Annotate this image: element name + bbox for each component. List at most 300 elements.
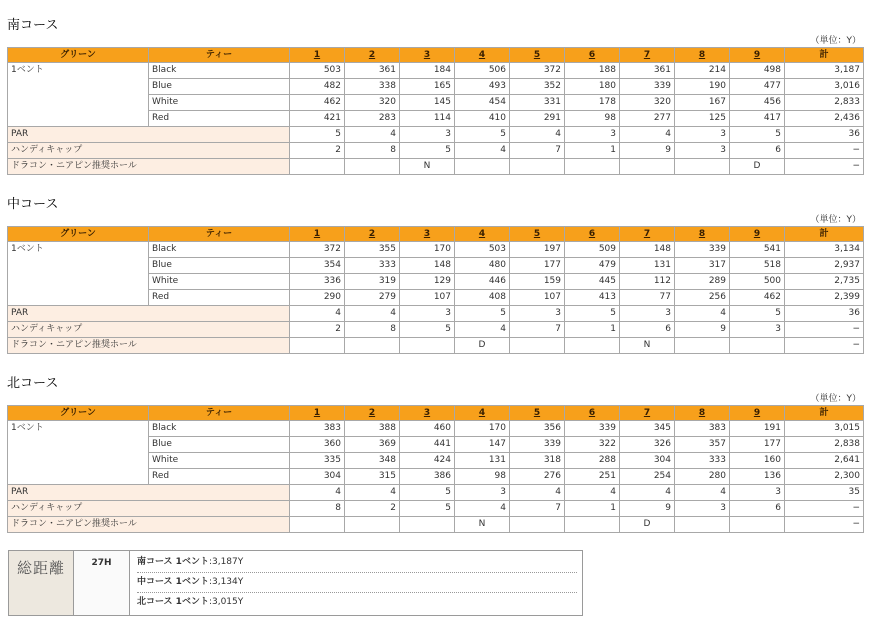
course-table (7, 226, 864, 354)
green-name: 1ベント (8, 242, 149, 306)
yardage-cell: 326 (620, 437, 675, 453)
header-hole (400, 227, 455, 242)
header-green: グリーン (8, 48, 149, 63)
total-distance-box (8, 550, 583, 616)
dracon-cell (510, 338, 565, 354)
dracon-label: ドラコン・ニアピン推奨ホール (8, 338, 290, 354)
hole-link[interactable]: 9 (753, 50, 761, 60)
handicap-cell: 6 (620, 322, 675, 338)
hole-link[interactable]: 2 (368, 229, 376, 239)
tee-name: Black (149, 242, 290, 258)
par-cell: 3 (620, 306, 675, 322)
tee-name: Red (149, 290, 290, 306)
header-hole (290, 406, 345, 421)
handicap-cell: 3 (675, 501, 730, 517)
par-cell: 3 (400, 306, 455, 322)
yardage-cell: 107 (400, 290, 455, 306)
yardage-cell: 148 (400, 258, 455, 274)
par-cell: 4 (565, 485, 620, 501)
tee-name: White (149, 274, 290, 290)
hole-link[interactable]: 3 (423, 229, 431, 239)
par-total: 36 (785, 306, 864, 322)
header-green: グリーン (8, 227, 149, 242)
yardage-cell: 383 (290, 421, 345, 437)
handicap-cell: 5 (400, 322, 455, 338)
tee-name: Blue (149, 437, 290, 453)
yardage-cell: 503 (455, 242, 510, 258)
yardage-cell: 462 (290, 95, 345, 111)
par-cell: 5 (565, 306, 620, 322)
header-row (8, 227, 864, 242)
yardage-total: 2,641 (785, 453, 864, 469)
par-cell: 4 (620, 485, 675, 501)
header-tee: ティー (149, 227, 290, 242)
course-title: 中コース (7, 197, 59, 212)
yardage-cell: 317 (675, 258, 730, 274)
yardage-cell: 165 (400, 79, 455, 95)
handicap-cell: 2 (290, 322, 345, 338)
yardage-cell: 114 (400, 111, 455, 127)
unit-label: （単位：Y） (810, 394, 861, 404)
yardage-cell: 348 (345, 453, 400, 469)
yardage-cell: 446 (455, 274, 510, 290)
total-course-distance: :3,134Y (208, 577, 244, 587)
header-tee: ティー (149, 48, 290, 63)
hole-link[interactable]: 5 (533, 229, 541, 239)
yardage-cell: 339 (620, 79, 675, 95)
dracon-cell (565, 517, 620, 533)
yardage-cell: 254 (620, 469, 675, 485)
hole-link[interactable]: 5 (533, 50, 541, 60)
par-cell: 4 (290, 306, 345, 322)
dracon-cell: N (620, 338, 675, 354)
total-distance-row (137, 593, 577, 612)
dracon-cell: D (730, 159, 785, 175)
yardage-cell: 413 (565, 290, 620, 306)
header-hole (675, 227, 730, 242)
yardage-cell: 345 (620, 421, 675, 437)
tee-name: Black (149, 63, 290, 79)
total-course-name: 中コース 1ベント (137, 577, 209, 587)
yardage-cell: 98 (565, 111, 620, 127)
dracon-cell (675, 517, 730, 533)
par-label: PAR (8, 485, 290, 501)
yardage-cell: 372 (290, 242, 345, 258)
dracon-row (8, 338, 864, 354)
yardage-cell: 167 (675, 95, 730, 111)
yardage-cell: 160 (730, 453, 785, 469)
header-hole (290, 227, 345, 242)
par-cell: 3 (565, 127, 620, 143)
yardage-cell: 500 (730, 274, 785, 290)
total-course-distance: :3,015Y (208, 597, 244, 607)
yardage-cell: 424 (400, 453, 455, 469)
hole-link[interactable]: 7 (643, 50, 651, 60)
course-table (7, 47, 864, 175)
yardage-cell: 477 (730, 79, 785, 95)
par-cell: 4 (675, 306, 730, 322)
hole-link[interactable]: 1 (313, 408, 321, 418)
par-cell: 3 (400, 127, 455, 143)
tee-name: Red (149, 469, 290, 485)
dracon-row (8, 517, 864, 533)
par-cell: 4 (675, 485, 730, 501)
dracon-cell (620, 159, 675, 175)
handicap-label: ハンディキャップ (8, 501, 290, 517)
yardage-cell: 331 (510, 95, 565, 111)
yardage-cell: 338 (345, 79, 400, 95)
yardage-cell: 421 (290, 111, 345, 127)
handicap-total: − (785, 501, 864, 517)
handicap-cell: 2 (290, 143, 345, 159)
hole-link[interactable]: 8 (698, 229, 706, 239)
yardage-cell: 454 (455, 95, 510, 111)
par-label: PAR (8, 127, 290, 143)
dracon-cell (345, 159, 400, 175)
yardage-cell: 131 (455, 453, 510, 469)
course-section (7, 196, 863, 354)
yardage-cell: 509 (565, 242, 620, 258)
yardage-total: 3,016 (785, 79, 864, 95)
unit-label: （単位：Y） (810, 215, 861, 225)
par-cell: 5 (290, 127, 345, 143)
yardage-cell: 333 (675, 453, 730, 469)
unit-label: （単位：Y） (810, 36, 861, 46)
handicap-cell: 7 (510, 501, 565, 517)
par-total: 36 (785, 127, 864, 143)
dracon-cell (510, 159, 565, 175)
total-course-name: 北コース 1ベント (137, 597, 209, 607)
header-hole (730, 48, 785, 63)
yardage-cell: 177 (730, 437, 785, 453)
yardage-cell: 256 (675, 290, 730, 306)
yardage-total: 3,187 (785, 63, 864, 79)
yardage-cell: 506 (455, 63, 510, 79)
yardage-cell: 191 (730, 421, 785, 437)
header-hole (730, 406, 785, 421)
header-hole (400, 48, 455, 63)
total-distance-rows (137, 553, 577, 612)
dracon-cell (675, 159, 730, 175)
hole-link[interactable]: 2 (368, 408, 376, 418)
hole-link[interactable]: 8 (698, 408, 706, 418)
hole-link[interactable]: 4 (478, 50, 486, 60)
yardage-cell: 441 (400, 437, 455, 453)
yardage-cell: 277 (620, 111, 675, 127)
par-cell: 4 (345, 127, 400, 143)
header-tee: ティー (149, 406, 290, 421)
yardage-cell: 77 (620, 290, 675, 306)
yardage-cell: 369 (345, 437, 400, 453)
handicap-cell: 7 (510, 143, 565, 159)
green-name: 1ベント (8, 421, 149, 485)
yardage-cell: 356 (510, 421, 565, 437)
handicap-cell: 9 (675, 322, 730, 338)
yardage-cell: 410 (455, 111, 510, 127)
handicap-label: ハンディキャップ (8, 322, 290, 338)
yardage-cell: 503 (290, 63, 345, 79)
course-section (7, 375, 863, 533)
hole-link[interactable]: 9 (753, 408, 761, 418)
yardage-cell: 372 (510, 63, 565, 79)
header-total: 計 (785, 48, 864, 63)
yardage-cell: 98 (455, 469, 510, 485)
yardage-cell: 339 (565, 421, 620, 437)
hole-link[interactable]: 3 (423, 408, 431, 418)
handicap-cell: 6 (730, 501, 785, 517)
handicap-cell: 2 (345, 501, 400, 517)
par-row (8, 127, 864, 143)
par-cell: 4 (345, 306, 400, 322)
total-course-name: 南コース 1ベント (137, 557, 209, 567)
handicap-cell: 4 (455, 143, 510, 159)
handicap-cell: 8 (345, 322, 400, 338)
tee-row (8, 421, 864, 437)
header-hole (675, 48, 730, 63)
yardage-total: 2,838 (785, 437, 864, 453)
hole-link[interactable]: 2 (368, 50, 376, 60)
yardage-cell: 251 (565, 469, 620, 485)
course-section (7, 17, 863, 175)
hole-link[interactable]: 7 (643, 408, 651, 418)
yardage-cell: 214 (675, 63, 730, 79)
handicap-cell: 4 (455, 501, 510, 517)
handicap-cell: 1 (565, 322, 620, 338)
yardage-cell: 125 (675, 111, 730, 127)
header-hole (675, 406, 730, 421)
yardage-total: 2,833 (785, 95, 864, 111)
yardage-total: 2,436 (785, 111, 864, 127)
yardage-cell: 361 (345, 63, 400, 79)
dracon-cell (400, 517, 455, 533)
tee-name: White (149, 95, 290, 111)
dracon-cell: N (455, 517, 510, 533)
yardage-cell: 304 (620, 453, 675, 469)
yardage-cell: 145 (400, 95, 455, 111)
total-holes: 27H (74, 551, 130, 615)
dracon-label: ドラコン・ニアピン推奨ホール (8, 517, 290, 533)
yardage-cell: 112 (620, 274, 675, 290)
yardage-cell: 354 (290, 258, 345, 274)
handicap-cell: 9 (620, 501, 675, 517)
handicap-cell: 5 (400, 143, 455, 159)
hole-link[interactable]: 4 (478, 229, 486, 239)
yardage-cell: 333 (345, 258, 400, 274)
yardage-total: 2,399 (785, 290, 864, 306)
yardage-cell: 322 (565, 437, 620, 453)
yardage-cell: 498 (730, 63, 785, 79)
yardage-cell: 357 (675, 437, 730, 453)
yardage-total: 3,015 (785, 421, 864, 437)
yardage-cell: 360 (290, 437, 345, 453)
hole-link[interactable]: 5 (533, 408, 541, 418)
handicap-cell: 6 (730, 143, 785, 159)
yardage-cell: 107 (510, 290, 565, 306)
dracon-label: ドラコン・ニアピン推奨ホール (8, 159, 290, 175)
hole-link[interactable]: 9 (753, 229, 761, 239)
course-table (7, 405, 864, 533)
dracon-cell (345, 517, 400, 533)
handicap-cell: 1 (565, 501, 620, 517)
par-cell: 4 (510, 485, 565, 501)
yardage-cell: 355 (345, 242, 400, 258)
header-hole (510, 48, 565, 63)
yardage-cell: 304 (290, 469, 345, 485)
yardage-cell: 197 (510, 242, 565, 258)
handicap-total: − (785, 143, 864, 159)
handicap-row (8, 143, 864, 159)
yardage-cell: 352 (510, 79, 565, 95)
par-cell: 3 (730, 485, 785, 501)
yardage-cell: 493 (455, 79, 510, 95)
total-distance-row (137, 573, 577, 593)
yardage-cell: 131 (620, 258, 675, 274)
dracon-cell: D (455, 338, 510, 354)
yardage-cell: 408 (455, 290, 510, 306)
tee-name: White (149, 453, 290, 469)
yardage-cell: 148 (620, 242, 675, 258)
header-hole (345, 48, 400, 63)
yardage-cell: 336 (290, 274, 345, 290)
hole-link[interactable]: 7 (643, 229, 651, 239)
yardage-cell: 291 (510, 111, 565, 127)
yardage-cell: 462 (730, 290, 785, 306)
header-hole (455, 48, 510, 63)
header-hole (400, 406, 455, 421)
header-green: グリーン (8, 406, 149, 421)
handicap-cell: 9 (620, 143, 675, 159)
yardage-cell: 279 (345, 290, 400, 306)
hole-link[interactable]: 6 (588, 408, 596, 418)
header-hole (345, 227, 400, 242)
yardage-cell: 445 (565, 274, 620, 290)
dracon-cell (345, 338, 400, 354)
hole-link[interactable]: 6 (588, 229, 596, 239)
dracon-cell (565, 159, 620, 175)
total-distance-label: 総距離 (9, 551, 74, 615)
yardage-cell: 318 (510, 453, 565, 469)
yardage-cell: 289 (675, 274, 730, 290)
yardage-cell: 280 (675, 469, 730, 485)
par-cell: 5 (455, 127, 510, 143)
course-title: 南コース (7, 18, 59, 33)
par-cell: 4 (290, 485, 345, 501)
yardage-cell: 383 (675, 421, 730, 437)
hole-link[interactable]: 1 (313, 50, 321, 60)
yardage-cell: 276 (510, 469, 565, 485)
yardage-cell: 129 (400, 274, 455, 290)
hole-link[interactable]: 1 (313, 229, 321, 239)
tee-name: Blue (149, 79, 290, 95)
header-hole (620, 48, 675, 63)
handicap-cell: 5 (400, 501, 455, 517)
yardage-cell: 518 (730, 258, 785, 274)
dracon-cell (400, 338, 455, 354)
hole-link[interactable]: 8 (698, 50, 706, 60)
header-hole (290, 48, 345, 63)
yardage-cell: 480 (455, 258, 510, 274)
tee-name: Blue (149, 258, 290, 274)
dracon-cell (510, 517, 565, 533)
dracon-row (8, 159, 864, 175)
tee-name: Black (149, 421, 290, 437)
dracon-total: − (785, 159, 864, 175)
handicap-cell: 3 (675, 143, 730, 159)
yardage-total: 3,134 (785, 242, 864, 258)
tee-name: Red (149, 111, 290, 127)
header-hole (455, 406, 510, 421)
par-row (8, 485, 864, 501)
handicap-cell: 8 (290, 501, 345, 517)
yardage-cell: 361 (620, 63, 675, 79)
total-course-distance: :3,187Y (208, 557, 244, 567)
yardage-cell: 283 (345, 111, 400, 127)
dracon-total: − (785, 338, 864, 354)
course-title: 北コース (7, 376, 59, 391)
yardage-total: 2,300 (785, 469, 864, 485)
par-cell: 5 (455, 306, 510, 322)
par-cell: 3 (510, 306, 565, 322)
yardage-cell: 482 (290, 79, 345, 95)
par-row (8, 306, 864, 322)
header-hole (345, 406, 400, 421)
handicap-row (8, 501, 864, 517)
yardage-cell: 339 (675, 242, 730, 258)
dracon-cell: D (620, 517, 675, 533)
yardage-cell: 386 (400, 469, 455, 485)
yardage-cell: 180 (565, 79, 620, 95)
header-hole (565, 406, 620, 421)
dracon-cell (290, 517, 345, 533)
hole-link[interactable]: 6 (588, 50, 596, 60)
yardage-cell: 136 (730, 469, 785, 485)
handicap-row (8, 322, 864, 338)
yardage-total: 2,735 (785, 274, 864, 290)
handicap-cell: 8 (345, 143, 400, 159)
par-cell: 5 (730, 127, 785, 143)
header-total: 計 (785, 227, 864, 242)
par-cell: 4 (510, 127, 565, 143)
yardage-cell: 319 (345, 274, 400, 290)
yardage-cell: 320 (345, 95, 400, 111)
handicap-cell: 1 (565, 143, 620, 159)
dracon-cell (730, 338, 785, 354)
handicap-cell: 4 (455, 322, 510, 338)
yardage-cell: 315 (345, 469, 400, 485)
yardage-cell: 190 (675, 79, 730, 95)
yardage-cell: 417 (730, 111, 785, 127)
header-hole (565, 227, 620, 242)
handicap-label: ハンディキャップ (8, 143, 290, 159)
par-total: 35 (785, 485, 864, 501)
header-hole (730, 227, 785, 242)
par-cell: 4 (345, 485, 400, 501)
header-hole (620, 227, 675, 242)
dracon-cell (455, 159, 510, 175)
yardage-cell: 177 (510, 258, 565, 274)
yardage-cell: 288 (565, 453, 620, 469)
dracon-cell (565, 338, 620, 354)
header-hole (510, 227, 565, 242)
header-hole (455, 227, 510, 242)
yardage-cell: 460 (400, 421, 455, 437)
yardage-cell: 456 (730, 95, 785, 111)
header-hole (565, 48, 620, 63)
yardage-cell: 541 (730, 242, 785, 258)
dracon-total: − (785, 517, 864, 533)
hole-link[interactable]: 4 (478, 408, 486, 418)
hole-link[interactable]: 3 (423, 50, 431, 60)
